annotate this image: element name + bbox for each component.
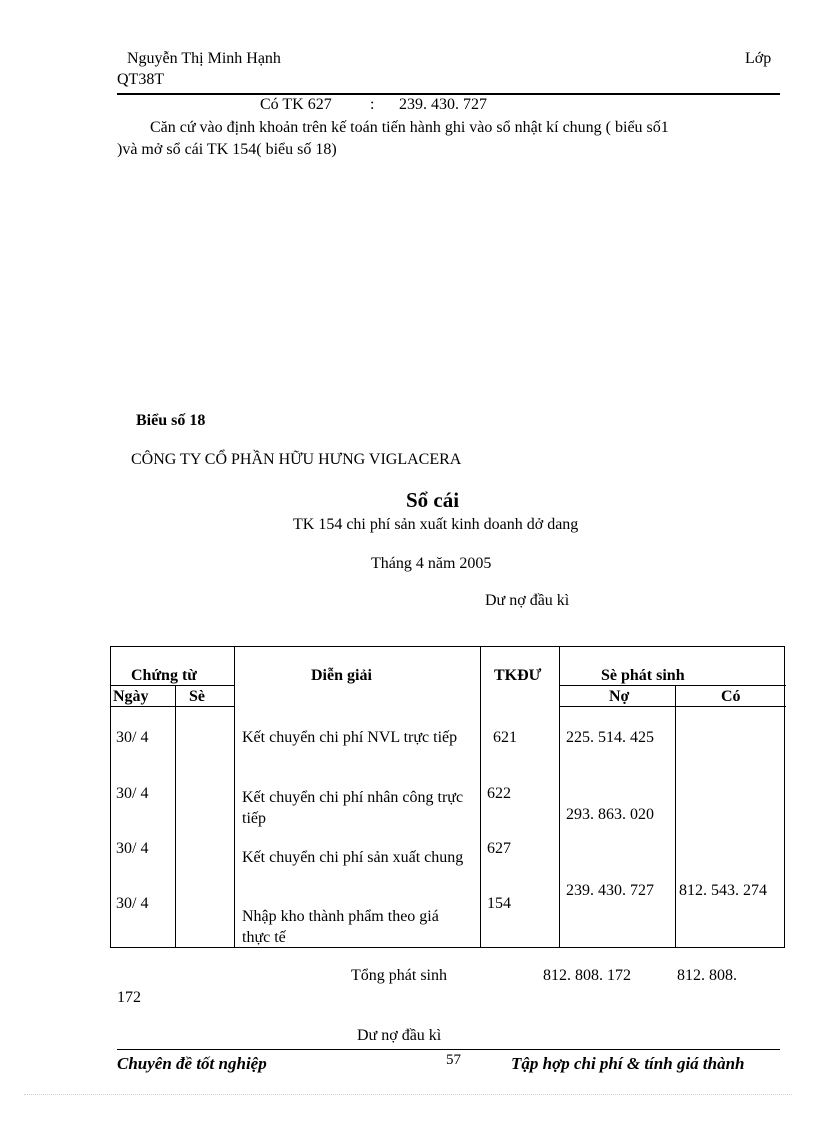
- row4-credit: 812. 543. 274: [679, 882, 767, 899]
- class-label: Lớp: [745, 50, 772, 67]
- col-divider-voucher: [234, 647, 235, 947]
- ledger-title: Sổ cái: [406, 488, 460, 512]
- entry-label: Có TK 627: [260, 96, 332, 113]
- row1-debit: 225. 514. 425: [566, 729, 654, 746]
- row2-date: 30/ 4: [116, 785, 149, 802]
- row-divider-subheader-right: [559, 706, 786, 707]
- entry-amount: 239. 430. 727: [399, 96, 487, 113]
- row4-debit: 239. 430. 727: [566, 882, 654, 899]
- row3-description: Kết chuyển chi phí sản xuất chung: [242, 849, 464, 866]
- closing-balance-label: Dư nợ đầu kì: [357, 1027, 442, 1044]
- footer-right: Tập hợp chi phí & tính giá thành: [511, 1054, 745, 1073]
- row2-description: Kết chuyển chi phí nhân công trực tiếp: [242, 789, 464, 827]
- author-name: Nguyễn Thị Minh Hạnh: [127, 50, 281, 67]
- col-divider-debit: [675, 686, 676, 947]
- header-account: TKĐƯ: [494, 667, 542, 684]
- row2-debit: 293. 863. 020: [566, 806, 654, 823]
- row1-date: 30/ 4: [116, 729, 149, 746]
- class-value: QT38T: [117, 71, 165, 88]
- totals-label: Tổng phát sinh: [351, 967, 447, 984]
- entry-separator: :: [370, 96, 375, 113]
- totals-credit-wrap: 172: [117, 989, 141, 1006]
- row1-account: 621: [493, 729, 517, 746]
- page-number: 57: [446, 1052, 461, 1068]
- intro-paragraph-line1: Căn cứ vào định khoản trên kế toán tiến hành ghi vào sổ nhật kí chung ( biểu số1: [150, 119, 669, 136]
- company-name: CÔNG TY CỔ PHẦN HỮU HƯNG VIGLACERA: [131, 451, 462, 468]
- header-debit: Nợ: [609, 688, 630, 705]
- col-divider-account: [559, 647, 560, 947]
- row2-account: 622: [487, 785, 511, 802]
- header-voucher: Chứng từ: [131, 667, 197, 684]
- header-description: Diễn giải: [311, 667, 372, 684]
- row4-account: 154: [487, 895, 511, 912]
- totals-credit: 812. 808.: [677, 967, 737, 984]
- row3-account: 627: [487, 840, 511, 857]
- opening-balance-label: Dư nợ đầu kì: [485, 592, 570, 609]
- ledger-period: Tháng 4 năm 2005: [371, 555, 492, 572]
- page-bottom-dotted-line: [24, 1094, 792, 1095]
- row4-description: Nhập kho thành phẩm theo giá thực tế: [242, 908, 439, 946]
- row4-date: 30/ 4: [116, 895, 149, 912]
- col-divider-date: [175, 686, 176, 947]
- totals-debit: 812. 808. 172: [543, 967, 631, 984]
- header-number: Sè: [189, 688, 205, 705]
- col-divider-desc: [480, 647, 481, 947]
- footer-left: Chuyên đề tốt nghiệp: [117, 1054, 267, 1073]
- footer-rule: [117, 1049, 780, 1050]
- header-date: Ngày: [113, 688, 149, 705]
- ledger-table: [110, 646, 785, 948]
- row1-description: Kết chuyển chi phí NVL trực tiếp: [242, 729, 458, 746]
- row3-date: 30/ 4: [116, 840, 149, 857]
- header-rule: [117, 93, 780, 95]
- form-label: Biểu số 18: [136, 412, 206, 429]
- intro-paragraph-line2: )và mở sổ cái TK 154( biểu số 18): [117, 141, 337, 158]
- header-amount: Sè phát sinh: [601, 667, 685, 684]
- header-credit: Có: [721, 688, 741, 705]
- ledger-subtitle: TK 154 chi phí sản xuất kinh doanh dở dang: [293, 516, 579, 533]
